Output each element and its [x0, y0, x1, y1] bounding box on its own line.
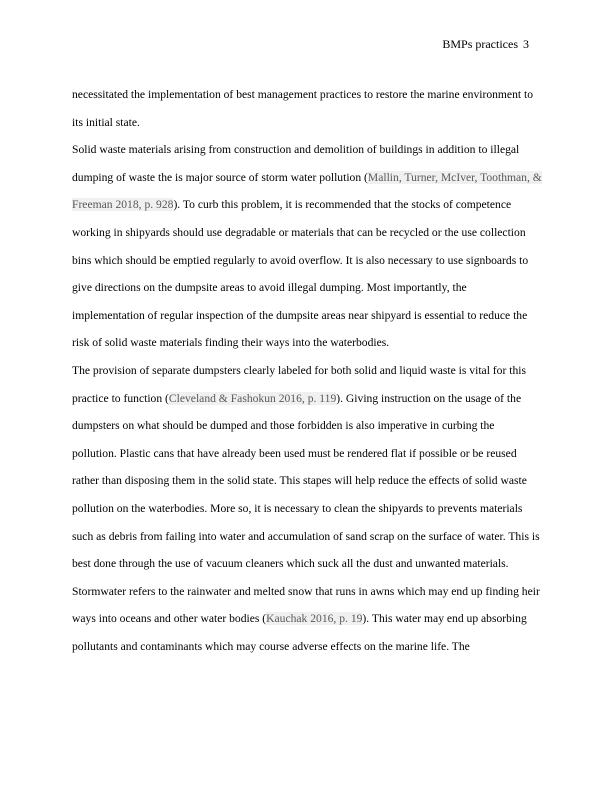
paragraph-text: necessitated the implementation of best management practices to restore the marine environment to its initial state. — [72, 88, 534, 129]
paragraph-solid-waste[interactable] — [72, 136, 542, 357]
paragraph-text: ). Giving instruction on the usage of the dumpsters on what should be dumped and those forbidden is also imperative in curbing the pollution. Plastic cans that have already been used must be rendered flat if possible or be reused rather than disposing them in the solid state. This stapes will help reduce the effects of solid waste pollution on the waterbodies. More so, it is necessary to clean the shipyards to prevents materials such as debris from failing into water and accumulation of sand scrap on the surface of water. This is best done through the use of vacuum cleaners which suck all the dust and unwanted materials. — [72, 391, 540, 571]
paragraph-text: Stormwater refers to the rainwater and melted snow that runs in awns which may end up finding heir ways into oceans and other water bodies ( — [72, 584, 540, 626]
page-number: 3 — [523, 37, 529, 51]
paragraph-continuation[interactable] — [72, 81, 542, 136]
paragraph-text: The provision of separate dumpsters clearly labeled for both solid and liquid waste is vital for this practice to function ( — [72, 363, 526, 405]
paragraph-stormwater[interactable] — [72, 578, 542, 661]
paragraph-text: ). This water may end up absorbing pollutants and contaminants which may course adverse effects on the marine life. The — [72, 612, 527, 653]
citation[interactable]: Mallin, Turner, McIver, Toothman, & Freeman 2018, p. 928 — [72, 170, 542, 212]
citation[interactable]: Cleveland & Fashokun 2016, p. 119 — [168, 391, 337, 405]
body-text[interactable] — [72, 81, 542, 660]
paragraph-text: ). To curb this problem, it is recommended that the stocks of competence working in shipyards should use degradable or materials that can be recycled or the use collection bins which should be emptied regularly to avoid overflow. It is also necessary to use signboards to give directions on the dumpsite areas to avoid illegal dumping. Most importantly, the implementation of regular inspection of the dumpsite areas near shipyard is essential to reduce the risk of solid waste materials finding their ways into the waterbodies. — [72, 198, 529, 350]
paragraph-dumpsters[interactable] — [72, 357, 542, 578]
citation[interactable]: Kauchak 2016, p. 19 — [266, 612, 363, 626]
paragraph-text: Solid waste materials arising from construction and demolition of buildings in addition to illegal dumping of waste the is major source of storm water pollution ( — [72, 143, 520, 184]
running-title: BMPs practices — [442, 37, 518, 51]
running-header — [442, 37, 529, 51]
